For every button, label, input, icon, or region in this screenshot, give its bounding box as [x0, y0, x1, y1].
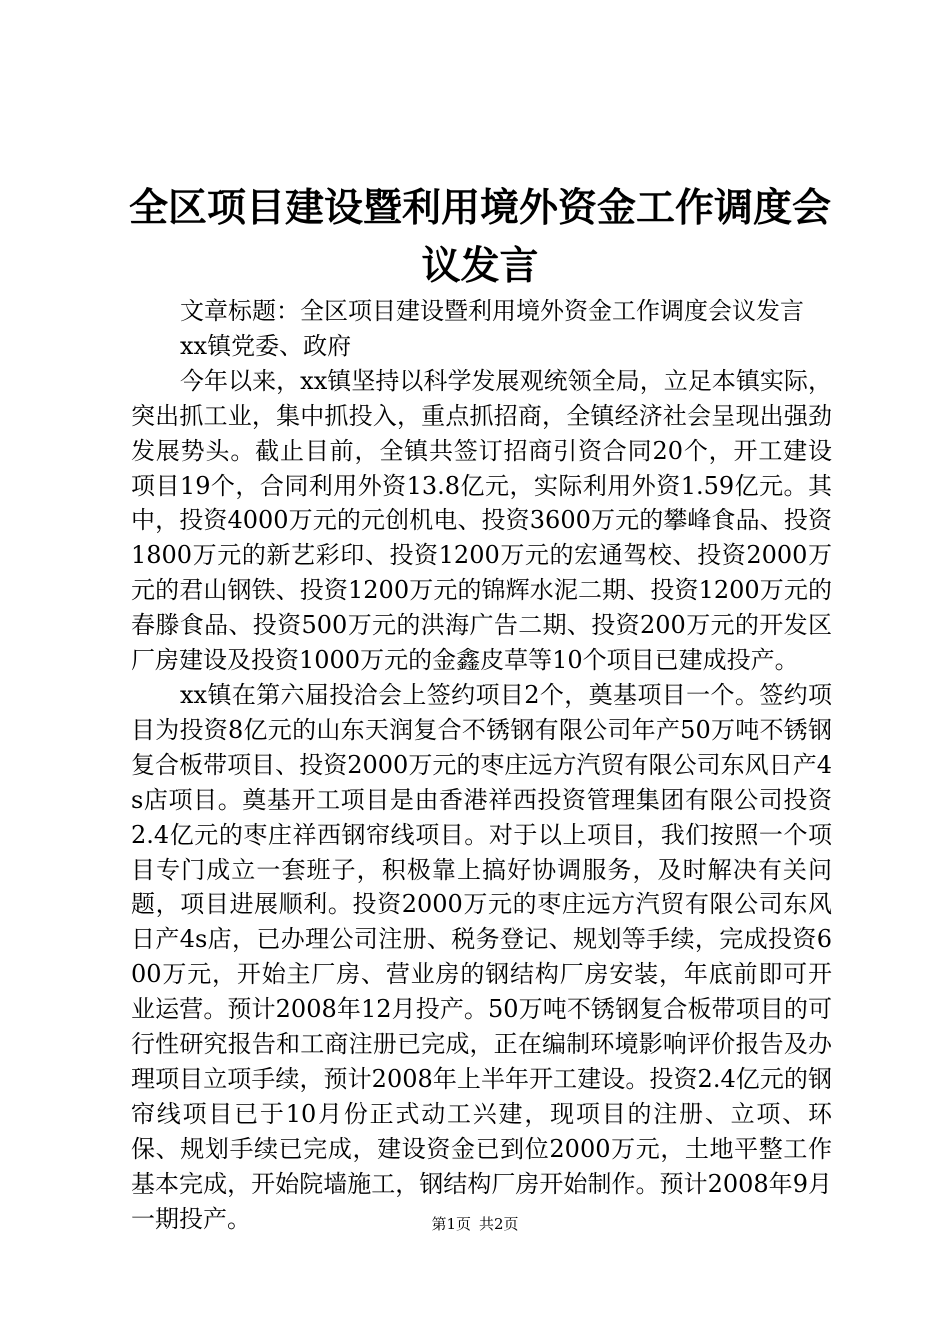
- page-number: 第1页: [431, 1215, 471, 1233]
- addressee-line: xx镇党委、政府: [180, 331, 352, 360]
- page-total: 共2页: [479, 1215, 519, 1233]
- document-title: 全区项目建设暨利用境外资金工作调度会议发言: [128, 186, 831, 289]
- page-footer: [0, 1214, 950, 1234]
- document-body: [131, 294, 832, 1236]
- article-title-line: 文章标题：全区项目建设暨利用境外资金工作调度会议发言: [180, 297, 804, 325]
- paragraph: xx镇在第六届投洽会上签约项目2个，奠基项目一个。签约项目为投资8亿元的山东天润复合不锈钢有限公司年产50万吨不锈钢复合板带项目、投资2000万元的枣庄远方汽贸有限公司东风日产4s店项目。奠基开工项目是由香港祥西投资管理集团有限公司投资2.4亿元的枣庄祥西钢帘线项目。对于以上项目，我们按照一个项目专门成立一套班子，积极靠上搞好协调服务，及时解决有关问题，项目进展顺利。投资2000万元的枣庄远方汽贸有限公司东风日产4s店，已办理公司注册、税务登记、规划等手续，完成投资600万元，开始主厂房、营业房的钢结构厂房安装，年底前即可开业运营。预计2008年12月投产。50万吨不锈钢复合板带项目的可行性研究报告和工商注册已完成，正在编制环境影响评价报告及办理项目立项手续，预计2008年上半年开工建设。投资2.4亿元的钢帘线项目已于10月份正式动工兴建，现项目的注册、立项、环保、规划手续已完成，建设资金已到位2000万元，土地平整工作基本完成，开始院墙施工，钢结构厂房开始制作。预计2008年9月一期投产。: [131, 680, 832, 1233]
- paragraph: 今年以来，xx镇坚持以科学发展观统领全局，立足本镇实际，突出抓工业，集中抓投入，重点抓招商，全镇经济社会呈现出强劲发展势头。截止目前，全镇共签订招商引资合同20个，开工建设项目19个，合同利用外资13.8亿元，实际利用外资1.59亿元。其中，投资4000万元的元创机电、投资3600万元的攀峰食品、投资1800万元的新艺彩印、投资1200万元的宏通驾校、投资2000万元的君山钢铁、投资1200万元的锦辉水泥二期、投资1200万元的春滕食品、投资500万元的洪海广告二期、投资200万元的开发区厂房建设及投资1000万元的金鑫皮草等10个项目已建成投产。: [131, 366, 832, 675]
